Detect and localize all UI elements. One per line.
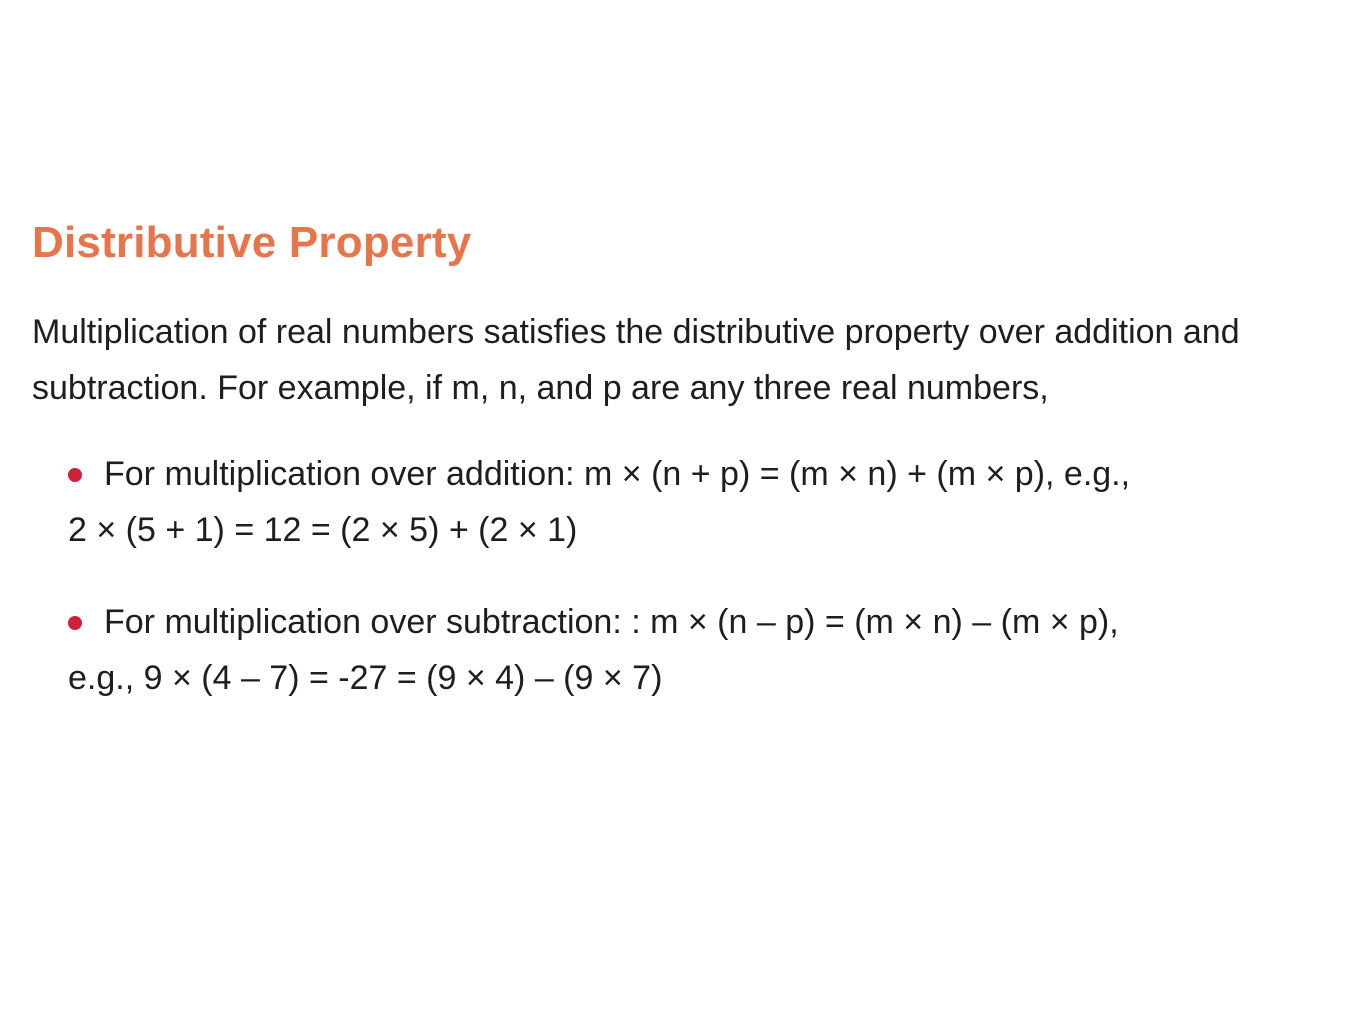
subtraction-rule-text: For multiplication over subtraction: : m × (n – p) = (m × n) – (m × p), xyxy=(104,603,1119,641)
property-list xyxy=(32,446,1322,706)
intro-paragraph: Multiplication of real numbers satisfies the distributive property over addition and subtraction. For example, if m, n, and p are any three real numbers, xyxy=(32,313,1240,407)
addition-example-text: 2 × (5 + 1) = 12 = (2 × 5) + (2 × 1) xyxy=(68,511,578,549)
section-heading: Distributive Property xyxy=(32,218,472,267)
article-section xyxy=(32,210,1322,742)
bullet-dot-icon xyxy=(68,616,82,630)
list-item-addition xyxy=(68,446,1322,558)
subtraction-example-text: e.g., 9 × (4 – 7) = -27 = (9 × 4) – (9 × 7) xyxy=(68,659,663,697)
addition-rule-text: For multiplication over addition: m × (n + p) = (m × n) + (m × p), e.g., xyxy=(104,455,1131,493)
list-item-subtraction xyxy=(68,594,1322,706)
bullet-dot-icon xyxy=(68,468,82,482)
